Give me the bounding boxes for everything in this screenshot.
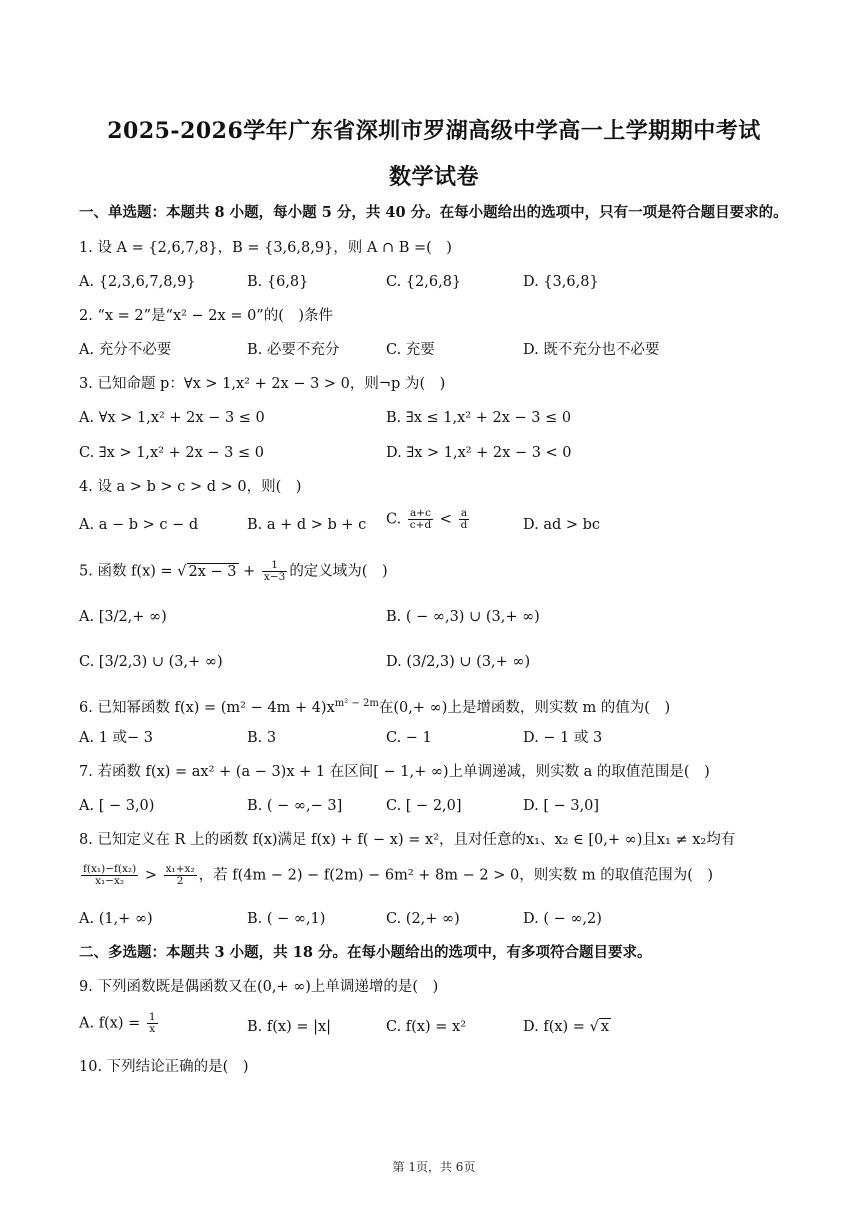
fraction: $\frac{a}{d}$ <box>460 507 468 531</box>
question-1-option-c: C. {2,6,8} <box>386 274 462 290</box>
question-6-option-d: D. − 1 或 3 <box>523 730 603 746</box>
question-8-option-c: C. (2,+ ∞) <box>386 911 460 927</box>
question-9-option-a: A. f(x) = $\frac{1}{x}$ <box>79 1011 156 1035</box>
question-6-option-c: C. − 1 <box>386 730 432 746</box>
question-1-option-d: D. {3,6,8} <box>523 274 599 290</box>
question-8-option-a: A. (1,+ ∞) <box>79 911 153 927</box>
question-2-stem: 2. “x = 2”是“x² − 2x = 0”的( )条件 <box>79 308 334 324</box>
section-2-heading: 二、多选题：本题共 3 小题，共 18 分。在每小题给出的选项中，有多项符合题目要求。 <box>79 944 652 961</box>
question-3-option-d: D. ∃x > 1,x² + 2x − 3 < 0 <box>386 445 572 461</box>
question-9-option-b: B. f(x) = |x| <box>247 1019 332 1035</box>
question-3-option-b: B. ∃x ≤ 1,x² + 2x − 3 ≤ 0 <box>386 410 572 426</box>
question-5-option-b: B. ( − ∞,3) ∪ (3,+ ∞) <box>386 609 540 625</box>
question-6-stem: 6. 已知幂函数 $f(x) = (m^2 - 4m + 4)x^{m^2 - 2m}$在(0,+ ∞)上是增函数，则实数 m 的值为( ) <box>79 698 671 716</box>
question-8-stem-line-2: $\frac{\text{f(x₁)−f(x₂)}}{\text{x₁−x₂}}$ > $\frac{\text{x₁+x₂}}{2}$ ，若 f(4m − 2) − f(2m) − 6m² + 8m − 2 > 0，则实数 m 的取值范围为( ) <box>83 863 714 887</box>
fraction: $\frac{a+c}{c+d}$ <box>409 507 432 531</box>
exam-title: 2025-2026学年广东省深圳市罗湖高级中学高一上学期期中考试 <box>107 118 761 144</box>
question-5-option-c: C. [3/2,3) ∪ (3,+ ∞) <box>79 654 223 670</box>
question-4-option-b: B. a + d > b + c <box>247 517 367 533</box>
question-7-option-d: D. [ − 3,0] <box>523 798 600 814</box>
question-1-option-b: B. {6,8} <box>247 274 309 290</box>
question-8-option-b: B. ( − ∞,1) <box>247 911 326 927</box>
question-6-option-b: B. 3 <box>247 730 277 746</box>
sqrt-symbol: √ <box>177 563 187 580</box>
question-3-option-a: A. ∀x > 1,x² + 2x − 3 ≤ 0 <box>79 410 265 426</box>
section-1-heading: 一、单选题：本题共 8 小题，每小题 5 分，共 40 分。在每小题给出的选项中，只有一项是符合题目要求的。 <box>79 204 788 221</box>
question-6-option-a: A. 1 或− 3 <box>79 730 154 746</box>
exam-subtitle: 数学试卷 <box>388 164 479 190</box>
question-7-option-b: B. ( − ∞,− 3] <box>247 798 343 814</box>
fraction: $\frac{1}{x-3}$ <box>263 559 286 583</box>
question-2-option-c: C. 充要 <box>386 342 435 358</box>
question-9-option-d: D. f(x) = √ x <box>523 1019 609 1035</box>
question-2-option-b: B. 必要不充分 <box>247 342 340 358</box>
fraction: $\frac{1}{x}$ <box>148 1011 156 1035</box>
question-3-stem: 3. 已知命题 p：∀x > 1,x² + 2x − 3 > 0，则¬p 为( ) <box>79 376 446 392</box>
question-4-option-a: A. a − b > c − d <box>79 517 199 533</box>
question-1-stem: 1. 设 A = {2,6,7,8}，B = {3,6,8,9}，则 A ∩ B =( ) <box>79 240 452 256</box>
question-9-stem: 9. 下列函数既是偶函数又在(0,+ ∞)上单调递增的是( ) <box>79 979 439 995</box>
question-1-option-a: A. {2,3,6,7,8,9} <box>79 274 196 290</box>
sqrt-symbol: √ <box>589 1019 599 1035</box>
question-9-option-c: C. f(x) = x² <box>386 1019 467 1035</box>
option-c-label: C. <box>386 511 402 528</box>
question-7-option-a: A. [ − 3,0) <box>79 798 155 814</box>
question-8-stem-line-1: 8. 已知定义在 R 上的函数 f(x)满足 f(x) + f( − x) = x²，且对任意的x₁、x₂ ∈ [0,+ ∞)且x₁ ≠ x₂均有 <box>79 832 736 848</box>
question-4-stem: 4. 设 a > b > c > d > 0，则( ) <box>79 479 302 495</box>
question-4-option-c: C. $\frac{a+c}{c+d}$ < $\frac{a}{d}$ <box>386 507 468 531</box>
question-2-option-d: D. 既不充分也不必要 <box>523 342 660 358</box>
question-3-option-c: C. ∃x > 1,x² + 2x − 3 ≤ 0 <box>79 445 264 461</box>
question-8-option-d: D. ( − ∞,2) <box>523 911 602 927</box>
question-5-option-a: A. [3/2,+ ∞) <box>79 609 167 625</box>
question-7-stem: 7. 若函数 f(x) = ax² + (a − 3)x + 1 在区间[ − 1,+ ∞)上单调递减，则实数 a 的取值范围是( ) <box>79 764 710 780</box>
question-2-option-a: A. 充分不必要 <box>79 342 172 358</box>
fraction: $\frac{\text{x₁+x₂}}{2}$ <box>165 863 195 887</box>
page-footer: 第 1页，共 6页 <box>392 1160 476 1174</box>
question-10-stem: 10. 下列结论正确的是( ) <box>79 1059 249 1075</box>
question-5-option-d: D. (3/2,3) ∪ (3,+ ∞) <box>386 654 531 670</box>
fraction: $\frac{\text{f(x₁)−f(x₂)}}{\text{x₁−x₂}}$ <box>83 863 137 887</box>
question-5-stem: 5. 函数 f(x) = √ 2x − 3 + $\frac{1}{x-3}$ 的定义域为( ) <box>79 559 388 583</box>
question-7-option-c: C. [ − 2,0] <box>386 798 462 814</box>
question-4-option-d: D. ad > bc <box>523 517 601 533</box>
